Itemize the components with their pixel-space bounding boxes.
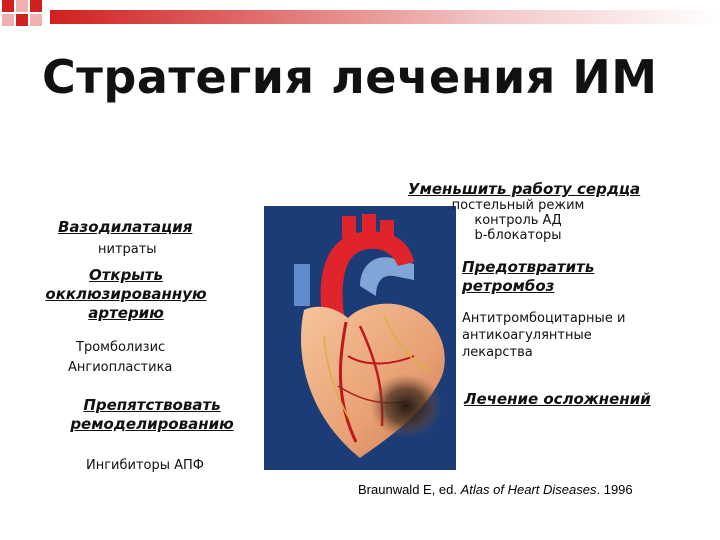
remodeling-heading: [68, 396, 236, 434]
title-accent-bar: [50, 10, 720, 24]
reperfusion-heading-line-1: Открыть: [88, 266, 164, 284]
remodeling-heading-line-2: ремоделированию: [70, 415, 234, 433]
workload-items: [430, 198, 606, 243]
rethrombosis-heading-line-1: Предотвратить: [462, 258, 595, 276]
heart-illustration: [264, 206, 456, 470]
workload-heading: Уменьшить работу сердца: [408, 180, 641, 198]
rethrombosis-item-line-2: антикоагулянтные: [462, 328, 592, 343]
workload-item-bed-rest: постельный режим: [451, 198, 585, 213]
rethrombosis-item-line-3: лекарства: [462, 345, 533, 360]
vasodilation-item: нитраты: [98, 242, 157, 257]
rethrombosis-heading-line-2: ретромбоз: [462, 277, 555, 295]
thrombolysis-item: Тромболизис: [76, 340, 166, 355]
citation: [358, 482, 633, 497]
workload-item-bp-control: контроль АД: [474, 213, 562, 228]
citation-work: Atlas of Heart Diseases: [460, 482, 597, 497]
reperfusion-heading-line-3: артерию: [88, 304, 164, 322]
slide-title: Стратегия лечения ИМ: [42, 50, 658, 104]
citation-author: Braunwald E, ed.: [358, 482, 458, 497]
vasodilation-heading: Вазодилатация: [58, 218, 193, 236]
reperfusion-heading-line-2: окклюзированную: [45, 285, 207, 303]
ace-inhibitors-item: Ингибиторы АПФ: [86, 458, 205, 473]
citation-year: . 1996: [596, 482, 633, 497]
remodeling-heading-line-1: Препятствовать: [83, 396, 221, 414]
rethrombosis-heading: [462, 258, 594, 296]
rethrombosis-items: [462, 310, 625, 361]
rethrombosis-item-line-1: Антитромбоцитарные и: [462, 311, 626, 326]
complications-heading: Лечение осложнений: [464, 390, 651, 408]
workload-item-beta-blockers: b-блокаторы: [474, 228, 562, 243]
reperfusion-heading: [40, 266, 212, 323]
angioplasty-item: Ангиопластика: [68, 360, 173, 375]
